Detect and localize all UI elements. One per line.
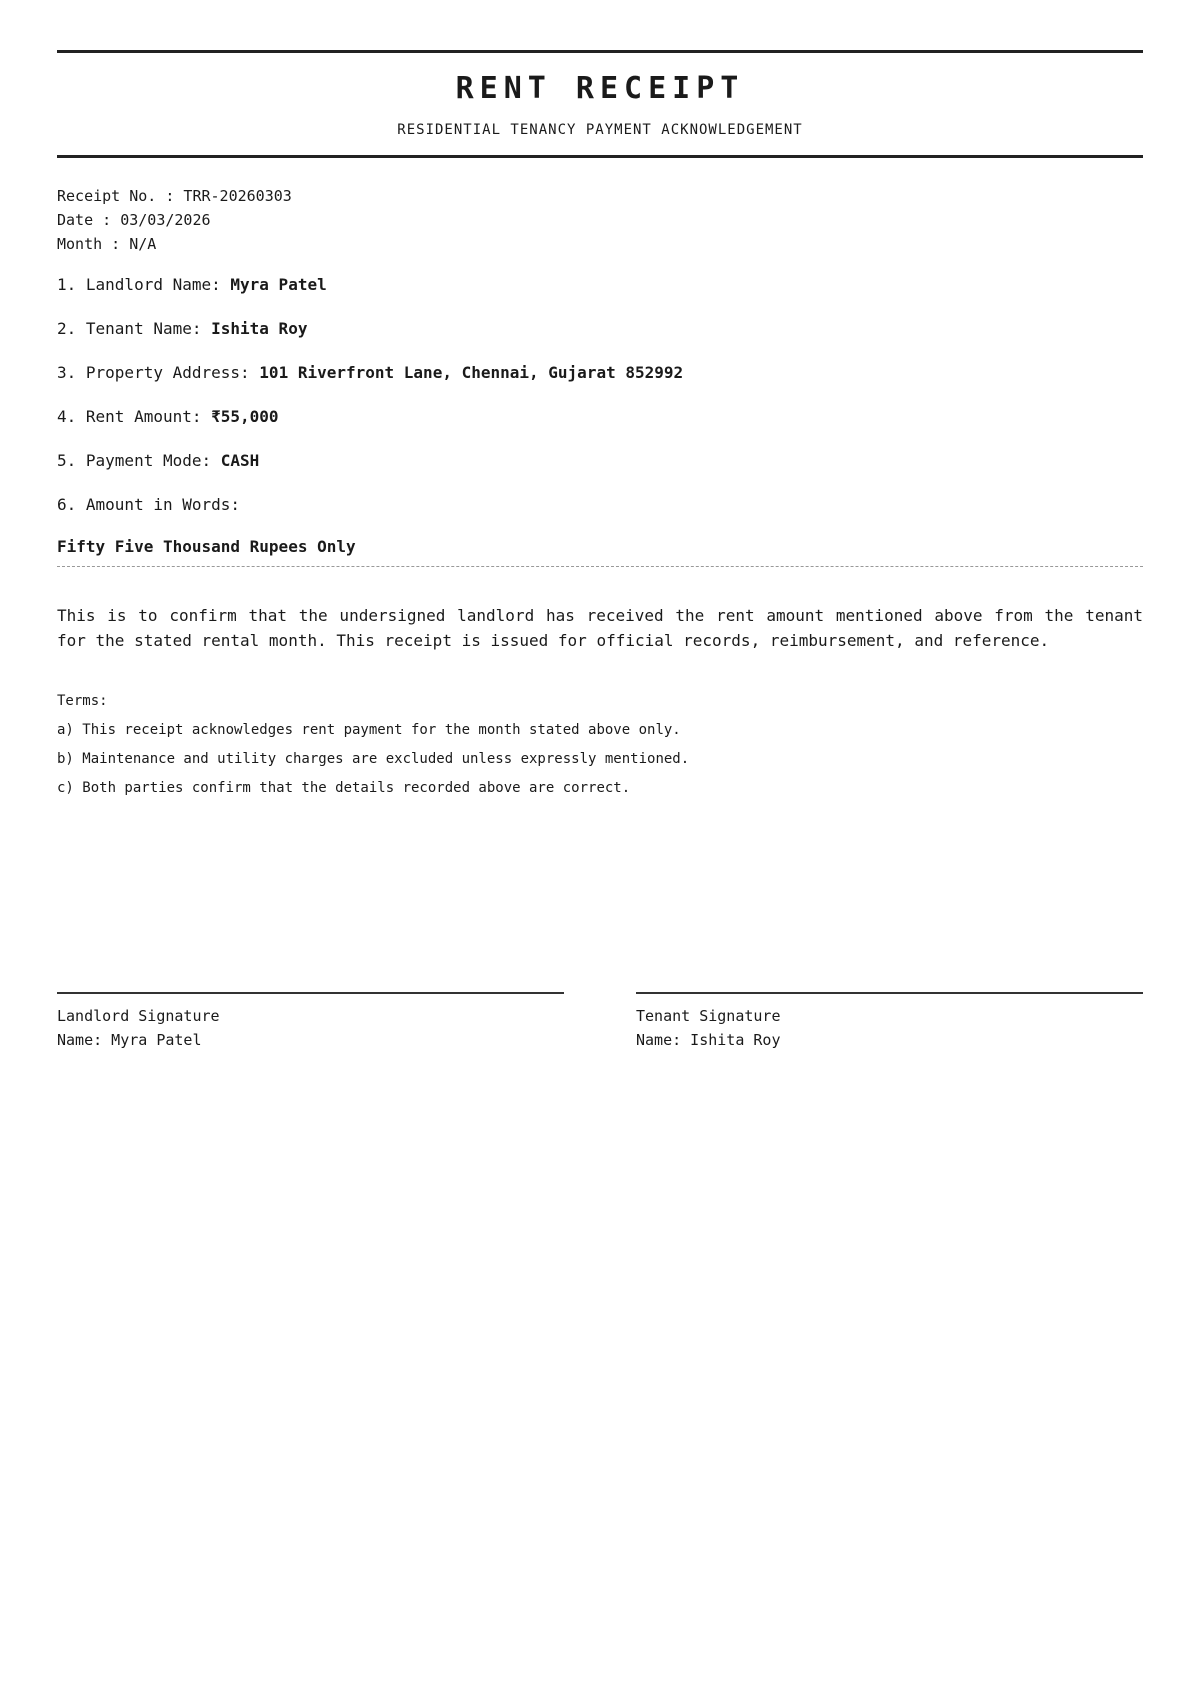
term-item: b) Maintenance and utility charges are excluded unless expressly mentioned. xyxy=(57,751,690,767)
field-value: CASH xyxy=(220,451,260,470)
tenant-signature-name: Name: Ishita Roy xyxy=(636,1031,781,1049)
field-value: ₹55,000 xyxy=(211,407,279,426)
field-label: 4. Rent Amount: xyxy=(57,407,212,426)
terms-section xyxy=(57,691,1143,798)
field-value: Myra Patel xyxy=(230,275,327,294)
field-landlord-name xyxy=(57,274,1143,296)
page-title: RENT RECEIPT xyxy=(455,71,745,106)
tenant-signature-line xyxy=(636,992,1143,994)
term-item: a) This receipt acknowledges rent payment for the month stated above only. xyxy=(57,722,681,738)
field-value: Ishita Roy xyxy=(211,319,308,338)
receipt-fields xyxy=(57,274,1143,558)
field-label: 3. Property Address: xyxy=(57,363,260,382)
field-payment-mode xyxy=(57,450,1143,472)
dashed-divider xyxy=(57,566,1143,567)
landlord-signature-line xyxy=(57,992,564,994)
field-label: 6. Amount in Words: xyxy=(57,495,241,514)
receipt-number: Receipt No. : TRR-20260303 xyxy=(57,187,292,205)
confirmation-paragraph: This is to confirm that the undersigned landlord has received the rent amount mentioned above from the tenant for the stated rental month. This receipt is issued for official records, reimbursement, and reference. xyxy=(57,606,1143,650)
landlord-signature-name: Name: Myra Patel xyxy=(57,1031,202,1049)
tenant-signature-label: Tenant Signature xyxy=(636,1007,781,1025)
terms-heading: Terms: xyxy=(57,693,108,709)
signatures-section xyxy=(57,992,1143,1052)
field-rent-amount xyxy=(57,406,1143,428)
term-item: c) Both parties confirm that the details recorded above are correct. xyxy=(57,780,631,796)
page-subtitle: RESIDENTIAL TENANCY PAYMENT ACKNOWLEDGEMENT xyxy=(397,122,803,138)
field-label: 1. Landlord Name: xyxy=(57,275,231,294)
field-amount-in-words xyxy=(57,494,1143,516)
field-label: 5. Payment Mode: xyxy=(57,451,221,470)
field-property-address xyxy=(57,362,1143,384)
header-bottom-rule xyxy=(57,155,1143,158)
field-value: 101 Riverfront Lane, Chennai, Gujarat 852992 xyxy=(259,363,684,382)
top-rule xyxy=(57,50,1143,53)
field-label: 2. Tenant Name: xyxy=(57,319,212,338)
field-tenant-name xyxy=(57,318,1143,340)
tenant-signature-block xyxy=(636,992,1143,1052)
receipt-date: Date : 03/03/2026 xyxy=(57,211,211,229)
landlord-signature-block xyxy=(57,992,564,1052)
amount-in-words-value: Fifty Five Thousand Rupees Only xyxy=(57,537,356,556)
landlord-signature-label: Landlord Signature xyxy=(57,1007,220,1025)
rent-receipt-page xyxy=(57,50,1143,1049)
receipt-meta xyxy=(57,184,1143,256)
receipt-month: Month : N/A xyxy=(57,235,157,253)
